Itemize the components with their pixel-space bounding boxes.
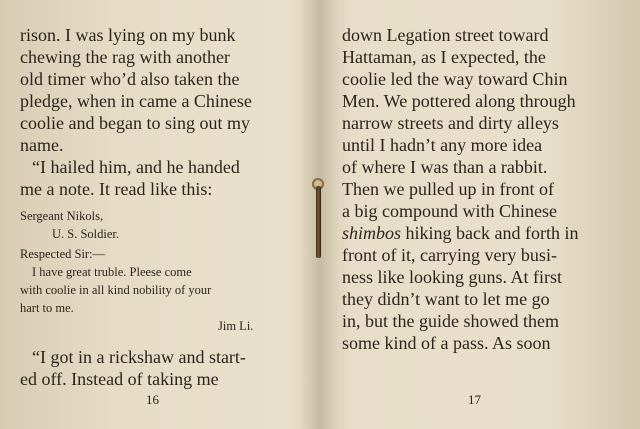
letter-body: I have great truble. Pleese come [32,265,192,279]
text-line: until I hadn’t any more idea [342,135,543,155]
text-line: Hattaman, as I expected, the [342,47,546,67]
italic-word: shimbos [342,223,402,243]
page-number: 17 [468,392,481,407]
text-line: “I hailed him, and he handed [32,157,240,177]
text-line: name. [20,135,64,155]
text-line: in, but the guide showed them [342,311,559,331]
text-line: coolie and began to sing out my [20,113,250,133]
text-line: Men. We pottered along through [342,91,576,111]
right-page-text [322,0,640,429]
letter-body: hart to me. [20,301,74,315]
text-line: me a note. It read like this: [20,179,213,199]
left-page-text [0,0,318,429]
text-line: “I got in a rickshaw and start- [32,347,246,367]
text-line: rison. I was lying on my bunk [20,25,236,45]
text-line-continuation: hiking back and forth in [401,223,579,243]
text-line: old timer who’d also taken the [20,69,240,89]
text-line: pledge, when in came a Chinese [20,91,252,111]
text-line [342,222,578,244]
letter-salutation: Sergeant Nikols, [20,209,104,223]
letter-salutation: U. S. Soldier. [52,227,120,241]
text-line: front of it, carrying very busi- [342,245,557,265]
text-line: they didn’t want to let me go [342,289,550,309]
right-page [322,0,640,429]
text-line: chewing the rag with another [20,47,230,67]
text-line: narrow streets and dirty alleys [342,113,559,133]
text-line: down Legation street toward [342,25,549,45]
text-line: ness like looking guns. At first [342,267,562,287]
page-number: 16 [146,392,159,407]
text-line: some kind of a pass. As soon [342,333,551,353]
letter-body: with coolie in all kind nobility of your [20,283,212,297]
text-line: of where I was than a rabbit. [342,157,548,177]
letter-signature: Jim Li. [218,319,254,333]
text-line: Then we pulled up in front of [342,179,554,199]
text-line: ed off. Instead of taking me [20,369,219,389]
left-page [0,0,318,429]
text-line: a big compound with Chinese [342,201,557,221]
letter-greeting: Respected Sir:— [20,247,106,261]
text-line: coolie led the way toward Chin [342,69,568,89]
